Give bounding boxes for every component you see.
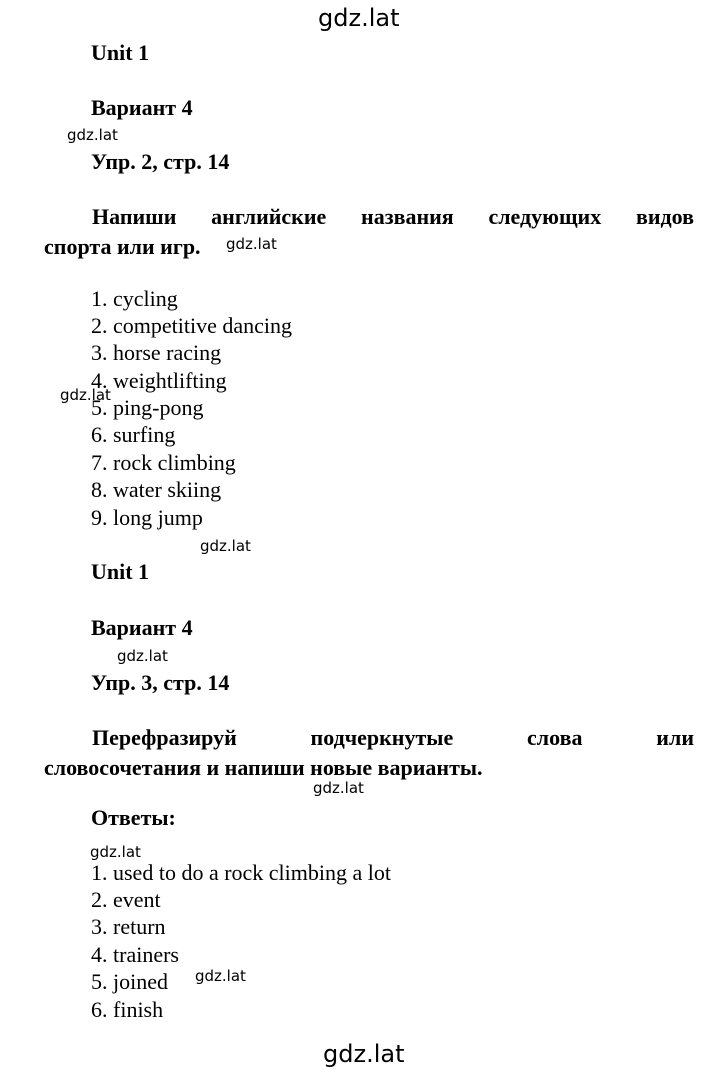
task-instruction	[44, 202, 694, 262]
exercise-heading: Упр. 3, стр. 14	[91, 670, 230, 695]
answer-item: 5. joined	[91, 969, 168, 994]
answer-item: 2. event	[91, 887, 161, 912]
task-line-1: Напиши английские названия следующих видов	[92, 204, 694, 229]
list-item: 4. weightlifting	[91, 368, 227, 393]
watermark-top: gdz.lat	[318, 4, 400, 32]
answers-label: Ответы:	[91, 805, 176, 830]
exercise-heading: Упр. 2, стр. 14	[91, 149, 230, 174]
list-item: 8. water skiing	[91, 477, 222, 502]
watermark-bottom: gdz.lat	[323, 1040, 405, 1068]
watermark: gdz.lat	[195, 967, 246, 985]
answer-item: 4. trainers	[91, 942, 179, 967]
watermark: gdz.lat	[313, 779, 364, 797]
list-item: 6. surfing	[91, 422, 176, 447]
task-line-2: словосочетания и напиши новые варианты.	[44, 755, 483, 780]
list-item: 2. competitive dancing	[91, 313, 292, 338]
list-item: 1. cycling	[91, 286, 178, 311]
watermark: gdz.lat	[226, 235, 277, 253]
answer-item: 6. finish	[91, 997, 164, 1022]
variant-heading: Вариант 4	[91, 95, 193, 120]
task-line-2: спорта или игр.	[44, 234, 201, 259]
watermark: gdz.lat	[60, 386, 111, 404]
watermark: gdz.lat	[117, 647, 168, 665]
variant-heading: Вариант 4	[91, 615, 193, 640]
watermark: gdz.lat	[200, 537, 251, 555]
watermark: gdz.lat	[67, 126, 118, 144]
list-item: 9. long jump	[91, 505, 203, 530]
list-item: 3. horse racing	[91, 340, 222, 365]
list-item: 5. ping-pong	[91, 395, 204, 420]
answer-item: 1. used to do a rock climbing a lot	[91, 860, 391, 885]
list-item: 7. rock climbing	[91, 450, 236, 475]
answer-item: 3. return	[91, 914, 166, 939]
task-instruction	[44, 723, 694, 783]
unit-heading: Unit 1	[91, 40, 150, 65]
unit-heading: Unit 1	[91, 559, 150, 584]
watermark: gdz.lat	[90, 843, 141, 861]
task-line-1: Перефразируй подчеркнутые слова или	[92, 725, 694, 750]
